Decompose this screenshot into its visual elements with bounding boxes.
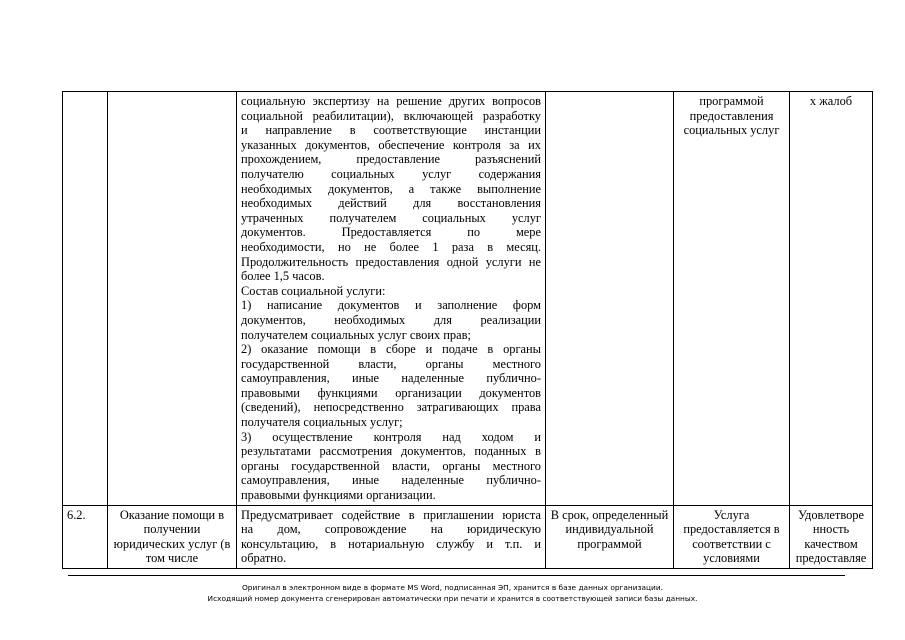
description-line: на дом, сопровождение на юридическую (241, 522, 541, 537)
description-line: получателя социальных услуг; (241, 415, 403, 430)
cell-service-name: Оказание помощи в получении юридических услуг (в том числе (108, 505, 237, 568)
cell-quality: Удовлетворе нность качеством предоставляе (790, 505, 873, 568)
footer-divider (68, 575, 845, 576)
description-line: самоуправления, иные наделенные публично- (241, 473, 541, 488)
description-line: документов. Предоставляется по мере (241, 225, 541, 240)
description-line: социальную экспертизу на решение других вопросов (241, 94, 541, 108)
description-line: и направление в соответствующие инстанции (241, 123, 541, 138)
description-line: необходимости, но не более 1 раза в месяц. (241, 239, 541, 254)
cell-number: 6.2. (63, 505, 108, 568)
description-line: 2) оказание помощи в сборе и подаче в органы (241, 342, 541, 357)
cell-description (237, 505, 546, 568)
description-line: Продолжительность предоставления одной услуги не (241, 254, 541, 269)
cell-number (63, 92, 108, 506)
description-line: необходимых документов, а также выполнение (241, 181, 541, 196)
description-text (241, 508, 541, 566)
description-line: результатами рассмотрения документов, поданных в (241, 444, 541, 459)
footer-note-original: Оригинал в электронном виде в формате MS Word, подписанная ЭП, хранится в базе данных организации. (241, 583, 664, 592)
description-line: указанных документов, обеспечение контроля за их (241, 137, 541, 152)
description-line: утраченных получателем социальных услуг (241, 210, 541, 225)
description-line: необходимых действий для восстановления (241, 196, 541, 211)
description-line: государственной власти, органы местного (241, 356, 541, 371)
description-line: Состав социальной услуги: (241, 283, 386, 298)
cell-service-name (108, 92, 237, 506)
cell-quality: х жалоб (790, 92, 873, 506)
footer-note-number: Исходящий номер документа сгенерирован автоматически при печати и хранится в соответствующей записи базы данных. (207, 594, 698, 603)
cell-conditions: Услуга предоставляется в соответствии с условиями (674, 505, 790, 568)
description-line: Предусматривает содействие в приглашении юриста (241, 507, 541, 522)
description-line: получателю социальных услуг содержания (241, 166, 541, 181)
description-line: прохождением, предоставление разъяснений (241, 152, 541, 167)
description-line: социальной реабилитации), включающей разработку (241, 108, 541, 123)
cell-term (546, 92, 674, 506)
cell-conditions: программой предоставления социальных услуг (674, 92, 790, 506)
description-line: документов, необходимых для реализации (241, 312, 541, 327)
description-line: более 1,5 часов. (241, 269, 325, 284)
description-line: правовыми функциями организации документов (241, 385, 541, 400)
table-row-continuation (63, 92, 873, 506)
description-line: правовыми функциями организации. (241, 488, 436, 503)
table-row-service-6-2 (63, 505, 873, 568)
description-line: самоуправления, иные наделенные публично- (241, 371, 541, 386)
description-line: 1) написание документов и заполнение форм (241, 298, 541, 313)
description-line: получателем социальных услуг своих прав; (241, 327, 471, 342)
services-table (62, 91, 873, 569)
description-line: (сведений), непосредственно затрагивающих права (241, 400, 541, 415)
description-text (241, 94, 541, 503)
cell-description (237, 92, 546, 506)
description-line: органы государственной власти, органы местного (241, 458, 541, 473)
description-line: обратно. (241, 551, 287, 566)
description-line: консультацию, в нотариальную службу и т.п. и (241, 536, 541, 551)
cell-term: В срок, определенный индивидуальной программой (546, 505, 674, 568)
description-line: 3) осуществление контроля над ходом и (241, 429, 541, 444)
